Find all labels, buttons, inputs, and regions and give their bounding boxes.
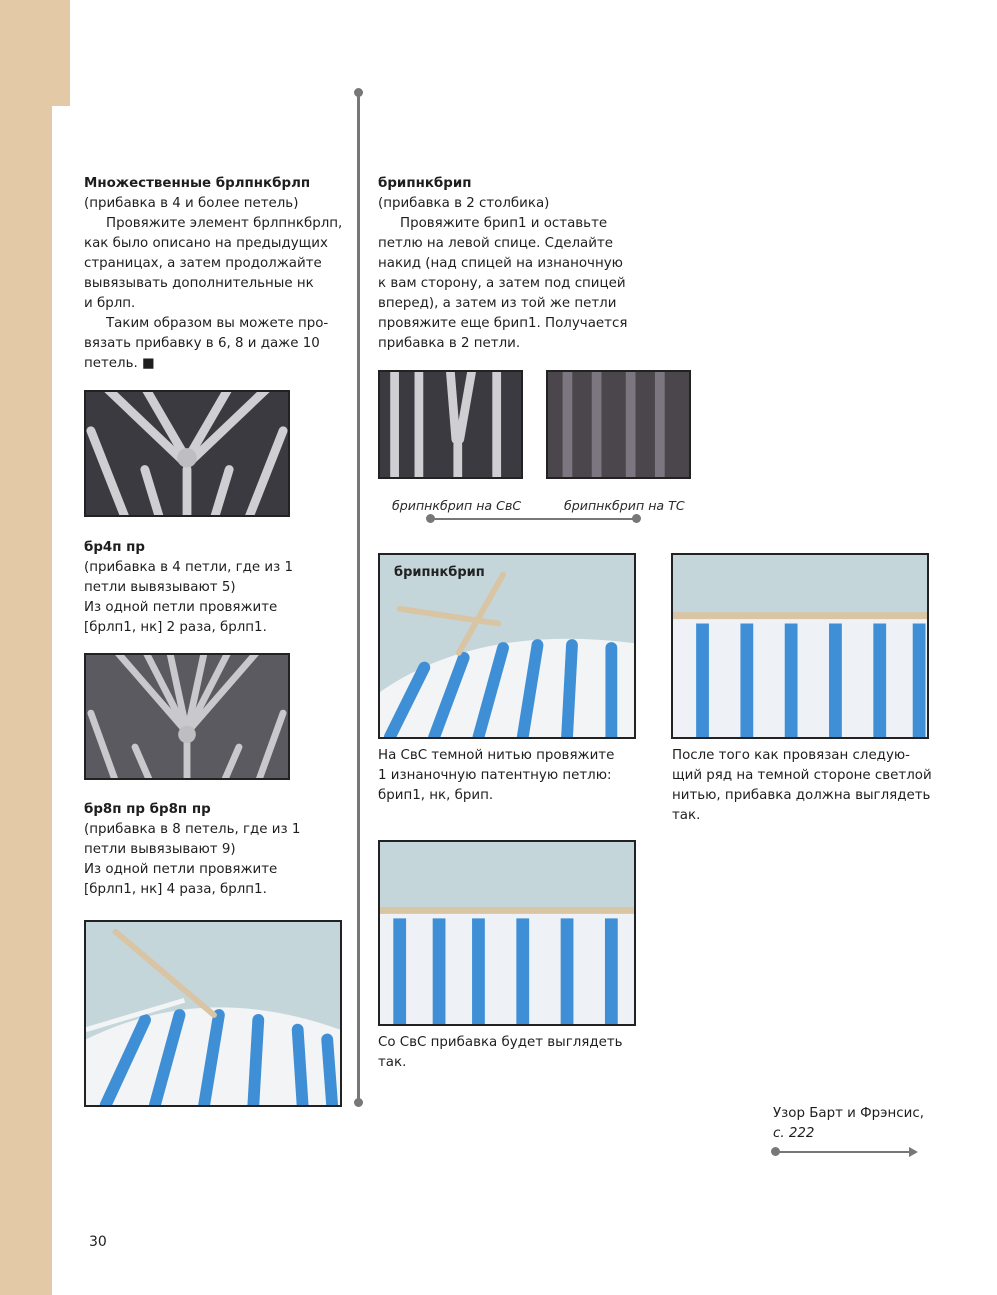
photo-multiple-increase xyxy=(84,390,290,517)
connector-dot-left xyxy=(426,514,435,523)
paragraph-brip xyxy=(378,214,648,354)
caption-photo-step3: Со СвС прибавка будет выглядеть так. xyxy=(378,1035,623,1070)
photo-badge-brip: брипнкбрип xyxy=(394,565,485,580)
connector-dot-right xyxy=(632,514,641,523)
column-divider xyxy=(357,92,360,1102)
paragraph-multiple-1-text: Провяжите элемент брлпнкбрлп, как было описано на предыдущих страницах, а затем продолжайте вывязывать дополнительные нк и брлп. xyxy=(84,216,343,311)
caption-photo-step2: После того как провязан следую- щий ряд на темной стороне светлой нитью, прибавка должна выглядеть так. xyxy=(672,748,932,823)
page-side-band xyxy=(0,0,52,1295)
paragraph-multiple-1 xyxy=(84,214,349,314)
photo-brip-rs xyxy=(378,370,523,479)
divider-top-dot xyxy=(354,88,363,97)
photo-brip-step1 xyxy=(378,553,636,739)
paragraph-8p: (прибавка в 8 петель, где из 1 петли вывязывают 9) Из одной петли провяжите [брлп1, нк] 4 раза, брлп1. xyxy=(84,822,301,897)
photo-4p-increase xyxy=(84,653,290,780)
heading-brip-subtitle: (прибавка в 2 столбика) xyxy=(378,196,550,211)
paragraph-multiple-2-text: Таким образом вы можете про- вязать прибавку в 6, 8 и даже 10 петель. ■ xyxy=(84,316,329,371)
paragraph-multiple-2 xyxy=(84,314,349,374)
page-number: 30 xyxy=(89,1234,107,1250)
crossref-arrow-icon xyxy=(909,1147,918,1157)
caption-brip-rs: брипнкбрип на СвС xyxy=(392,498,522,513)
caption-connector-line xyxy=(430,518,636,520)
paragraph-4p: (прибавка в 4 петли, где из 1 петли вывязывают 5) Из одной петли провяжите [брлп1, нк] 2 раза, брлп1. xyxy=(84,560,293,635)
heading-8p: бр8п пр бр8п пр xyxy=(84,802,211,817)
heading-4p: бр4п пр xyxy=(84,540,146,555)
crossref-title[interactable]: Узор Барт и Фрэнсис, xyxy=(773,1106,924,1121)
photo-brip-step3 xyxy=(378,840,636,1026)
photo-brip-step2 xyxy=(671,553,929,739)
page-top-band xyxy=(52,0,70,106)
photo-brip-ws xyxy=(546,370,691,479)
divider-bottom-dot xyxy=(354,1098,363,1107)
heading-multiple-subtitle: (прибавка в 4 и более петель) xyxy=(84,196,299,211)
paragraph-brip-text: Провяжите брип1 и оставьте петлю на левой спице. Сделайте накид (над спицей на изнаночную к вам сторону, а затем под спицей вперед), а затем из той же петли провяжите еще брип1. Получается прибавка в 2 петли. xyxy=(378,216,628,351)
caption-brip-ws: брипнкбрип на ТС xyxy=(564,498,685,513)
crossref-page[interactable]: с. 222 xyxy=(773,1126,815,1141)
heading-multiple: Множественные брлпнкбрлп xyxy=(84,176,311,191)
photo-knitting-needle-left xyxy=(84,920,342,1107)
caption-photo-step1: На СвС темной нитью провяжите 1 изнаночную патентную петлю: брип1, нк, брип. xyxy=(378,748,615,803)
heading-brip: брипнкбрип xyxy=(378,176,472,191)
crossref-arrow-line xyxy=(775,1151,910,1153)
